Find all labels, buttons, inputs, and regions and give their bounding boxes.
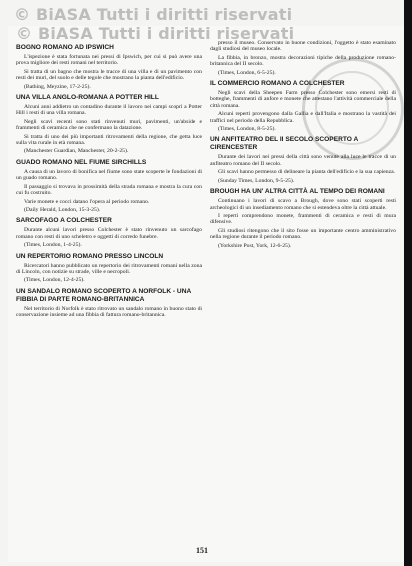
article-heading: UNA VILLA ANGLO-ROMANA A POTTER HILL <box>16 94 159 102</box>
article-source: (Bathing, Meyzine, 17-2-25). <box>24 83 91 90</box>
article-paragraph: Nel territorio di Norfolk è stato ritrovato un sandalo romano in buono stato di conservazione insieme ad una fibbia di fattura romano-britannica. <box>16 305 202 319</box>
left-column <box>16 40 202 321</box>
article-paragraph: Ricercatori hanno pubblicato un repertorio dei ritrovamenti romani nella zona di Lincoln, con notizie su strade, ville e necropoli. <box>16 262 202 275</box>
article-source: (Yorkshire Post, York, 12-6-25). <box>218 242 292 249</box>
article <box>16 253 202 284</box>
article-heading: BROUGH HA UN' ALTRA CITTÀ AL TEMPO DEI ROMANI <box>210 188 385 196</box>
article-paragraph: Durante alcuni lavori presso Colchester è stato rinvenuto un sarcofago romano con resti di uno scheletro e oggetti di corredo funebre. <box>16 227 202 240</box>
article-heading: UN SANDALO ROMANO SCOPERTO A NORFOLK - UNA FIBBIA DI PARTE ROMANO-BRITANNICA <box>16 287 191 303</box>
article-source: (Times, London, 1-4-25). <box>24 242 82 249</box>
article-paragraph: Negli scavi della Sheepen Farm presso Colchester sono emersi resti di botteghe, frammenti di anfore e monete che attestano l'attività commerciale della città romana. <box>210 90 396 109</box>
article-paragraph: Gli scavi hanno permesso di delineare la pianta dell'edificio e la sua capienza. <box>218 169 396 176</box>
article-paragraph: A causa di un lavoro di bonifica nel fiume sono state scoperte le fondazioni di un guado romano. <box>16 168 202 182</box>
article-paragraph: Si tratta di uno dei più importanti ritrovamenti della regione, che getta luce sulla vita rurale in età romana. <box>16 133 202 147</box>
article <box>210 136 396 184</box>
article <box>16 217 202 248</box>
watermark-line-2: © BiASA Tutti i diritti riservati <box>16 24 295 43</box>
article <box>210 80 396 132</box>
article-source: (Times, London, 6-5-25). <box>218 69 276 76</box>
article-paragraph: Si tratta di un bagno che mostra le tracce di una villa e di un pavimento con resti dei muri, del suolo e delle tegole che mostrano la pianta dell'edificio. <box>16 68 202 82</box>
article-heading: BOGNO ROMANO AD IPSWICH <box>16 44 114 51</box>
article-paragraph: Durante dei lavori nei pressi della città sono venute alla luce le tracce di un anfiteatro romano del II secolo. <box>210 154 396 167</box>
article-source: (Times, London, 8-5-25). <box>218 126 276 133</box>
article-paragraph: presso il museo. Conservato in buone condizioni, l'oggetto è stato esaminato dagli studiosi del museo locale. <box>210 40 396 53</box>
article-source: (Times, London, 12-4-25). <box>24 277 85 284</box>
article-heading: SARCOFAGO A COLCHESTER <box>16 217 112 225</box>
article <box>210 188 396 249</box>
scan-edge-shadow <box>404 0 412 566</box>
article <box>16 94 202 155</box>
article-paragraph: L'ispezione è stata fortunata nei pressi di Ipswich, per cui si può avere una prova migliore dei resti romani nel territorio. <box>16 54 202 67</box>
article <box>210 40 396 76</box>
article <box>16 44 202 90</box>
article-paragraph: Gli studiosi ritengono che il sito fosse un importante centro amministrativo nella regione durante il periodo romano. <box>210 227 396 241</box>
article-paragraph: Varie monete e cocci datano l'opera al periodo romano. <box>24 198 150 205</box>
right-column <box>210 40 396 252</box>
watermark-line-1: © BiASA Tutti i diritti riservati <box>14 5 293 24</box>
article-paragraph: Alcuni reperti provengono dalla Gallia e dall'Italia e mostrano la vastità dei traffici nel periodo della Repubblica. <box>210 111 396 124</box>
article-heading: GUADO ROMANO NEL FIUME SIRCHILLS <box>16 158 147 166</box>
article-source: (Manchester Guardian, Manchester, 20-2-25). <box>24 148 129 155</box>
article-paragraph: Il passaggio si trovava in prossimità della strada romana e mostra la cura con cui fu costruito. <box>16 183 202 197</box>
article-heading: IL COMMERCIO ROMANO A COLCHESTER <box>210 80 345 88</box>
page-number: 151 <box>196 546 208 555</box>
article-paragraph: Alcuni anni addietro un contadino durante il lavoro nei campi scoprì a Potter Hill i resti di una villa romana. <box>16 104 202 117</box>
article-source: (Sunday Times, London, 9-5-25). <box>218 177 295 184</box>
article-source: (Daily Herald, London, 15-3-25). <box>24 206 101 213</box>
article-heading: UN REPERTORIO ROMANO PRESSO LINCOLN <box>16 252 164 260</box>
article-paragraph: I reperti comprendono monete, frammenti di ceramica e resti di mura difensive. <box>210 212 396 226</box>
article <box>16 159 202 213</box>
article-paragraph: Negli scavi recenti sono stati rinvenuti muri, pavimenti, un'abside e frammenti di ceramica che ne confermano la datazione. <box>16 118 202 132</box>
article-paragraph: Continuano i lavori di scavo a Brough, dove sono stati scoperti resti archeologici di un insediamento romano che si estendeva oltre la città attuale. <box>210 198 396 211</box>
article-heading: UN ANFITEATRO DEL II SECOLO SCOPERTO A CIRENCESTER <box>210 136 359 152</box>
article <box>16 288 202 319</box>
article-paragraph: La fibbia, in bronzo, mostra decorazioni tipiche della produzione romano-britannica del II secolo. <box>210 54 396 68</box>
